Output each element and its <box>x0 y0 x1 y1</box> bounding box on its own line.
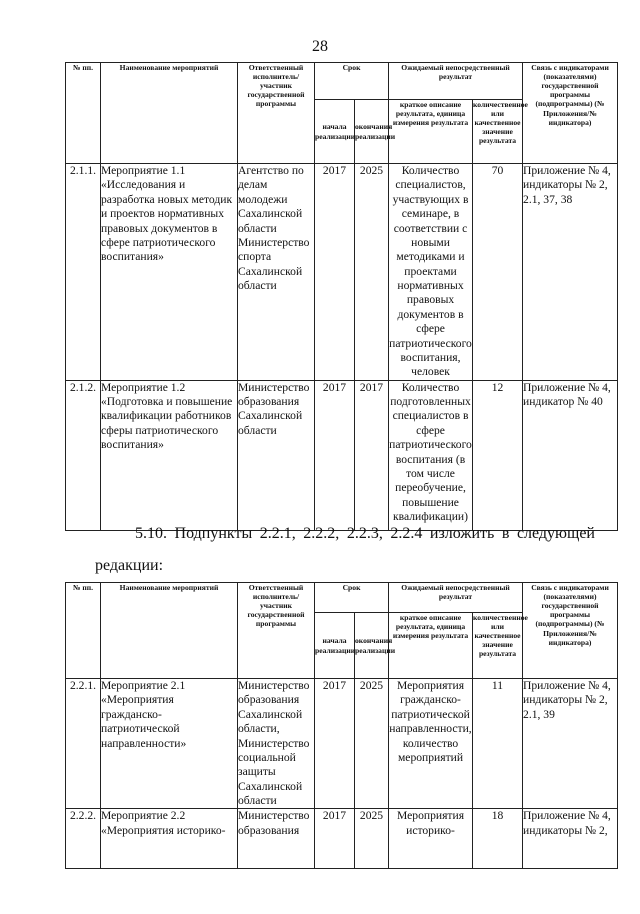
row-name: Мероприятие 1.1 «Исследования и разработка новых методик и проектов нормативных правовых документов в сфере патриотического воспитания» <box>101 164 238 381</box>
row-link: Приложение № 4, индикаторы № 2, 2.1, 37, 38 <box>523 164 618 381</box>
row-end: 2025 <box>355 679 389 809</box>
row-num: 2.2.1. <box>66 679 101 809</box>
header-num: № пп. <box>66 63 101 164</box>
header-term: Срок <box>315 63 389 100</box>
row-start: 2017 <box>315 164 355 381</box>
table-row <box>66 164 618 381</box>
row-responsible: Министерство образования <box>238 809 315 869</box>
page-number: 28 <box>312 38 328 55</box>
table-row <box>66 679 618 809</box>
table-row <box>66 809 618 869</box>
row-link: Приложение № 4, индикатор № 40 <box>523 380 618 530</box>
row-responsible: Агентство по делам молодежи Сахалинской области Министерство спорта Сахалинской области <box>238 164 315 381</box>
row-result-desc: Количество подготовленных специалистов в сфере патриотического воспитания (в том числе переобучение, повышение квалификации) <box>389 380 473 530</box>
table-header-row <box>66 583 618 613</box>
events-table-2 <box>65 582 618 869</box>
header-result-value: количественное или качественное значение результата <box>473 613 523 679</box>
header-result-desc: краткое описание результата, единица измерения результата <box>389 613 473 679</box>
table-row <box>66 380 618 530</box>
table-header-row <box>66 63 618 100</box>
row-result-value: 11 <box>473 679 523 809</box>
row-end: 2017 <box>355 380 389 530</box>
row-result-desc: Количество специалистов, участвующих в семинаре, в соответствии с новыми методиками и проектами нормативных правовых документов в сфере патриотического воспитания, человек <box>389 164 472 379</box>
header-link: Связь с индикаторами (показателями) государственной программы (подпрограммы) (№ Приложения/№ индикатора) <box>523 63 618 164</box>
header-responsible: Ответственный исполнитель/участник государственной программы <box>238 63 315 164</box>
header-term-start: начала реализации <box>315 613 355 679</box>
amendment-line-2: редакции: <box>95 557 164 574</box>
amendment-paragraph <box>135 520 595 547</box>
row-num: 2.1.1. <box>66 164 101 381</box>
row-end: 2025 <box>355 809 389 869</box>
row-num: 2.1.2. <box>66 380 101 530</box>
row-name: Мероприятие 2.1 «Мероприятия гражданско-патриотической направленности» <box>101 679 238 809</box>
row-start: 2017 <box>315 809 355 869</box>
header-result-value: количественное или качественное значение результата <box>473 100 523 164</box>
header-term-end: окончания реализации <box>355 100 389 164</box>
row-name: Мероприятие 2.2 «Мероприятия историко- <box>101 809 238 869</box>
row-start: 2017 <box>315 380 355 530</box>
row-result-value: 18 <box>473 809 523 869</box>
header-term-start: начала реализации <box>315 100 355 164</box>
row-responsible: Министерство образования Сахалинской области, Министерство социальной защиты Сахалинской области <box>238 679 315 809</box>
row-num: 2.2.2. <box>66 809 101 869</box>
header-num: № пп. <box>66 583 101 679</box>
row-result-value: 70 <box>473 164 523 381</box>
row-start: 2017 <box>315 679 355 809</box>
amendment-line-1: 5.10. Подпункты 2.2.1, 2.2.2, 2.2.3, 2.2.4 изложить в следующей <box>135 525 595 542</box>
header-term-end: окончания реализации <box>355 613 389 679</box>
header-result-desc: краткое описание результата, единица измерения результата <box>389 100 473 164</box>
row-link: Приложение № 4, индикаторы № 2, 2.1, 39 <box>523 679 618 809</box>
header-name: Наименование мероприятий <box>101 583 238 679</box>
header-term: Срок <box>315 583 389 613</box>
header-result: Ожидаемый непосредственный результат <box>389 583 523 613</box>
header-responsible: Ответственный исполнитель/участник государственной программы <box>238 583 315 679</box>
row-result-desc: Мероприятия гражданско-патриотической направленности, количество мероприятий <box>389 679 473 809</box>
row-end: 2025 <box>355 164 389 381</box>
header-name: Наименование мероприятий <box>101 63 238 164</box>
events-table-1 <box>65 62 618 531</box>
row-link: Приложение № 4, индикаторы № 2, <box>523 809 618 869</box>
row-responsible: Министерство образования Сахалинской области <box>238 380 315 530</box>
header-link: Связь с индикаторами (показателями) государственной программы (подпрограммы) (№ Приложения/№ индикатора) <box>523 583 618 679</box>
row-result-value: 12 <box>473 380 523 530</box>
header-result: Ожидаемый непосредственный результат <box>389 63 523 100</box>
row-name: Мероприятие 1.2 «Подготовка и повышение квалификации работников сферы патриотического воспитания» <box>101 380 238 530</box>
row-result-desc: Мероприятия историко- <box>389 809 473 869</box>
